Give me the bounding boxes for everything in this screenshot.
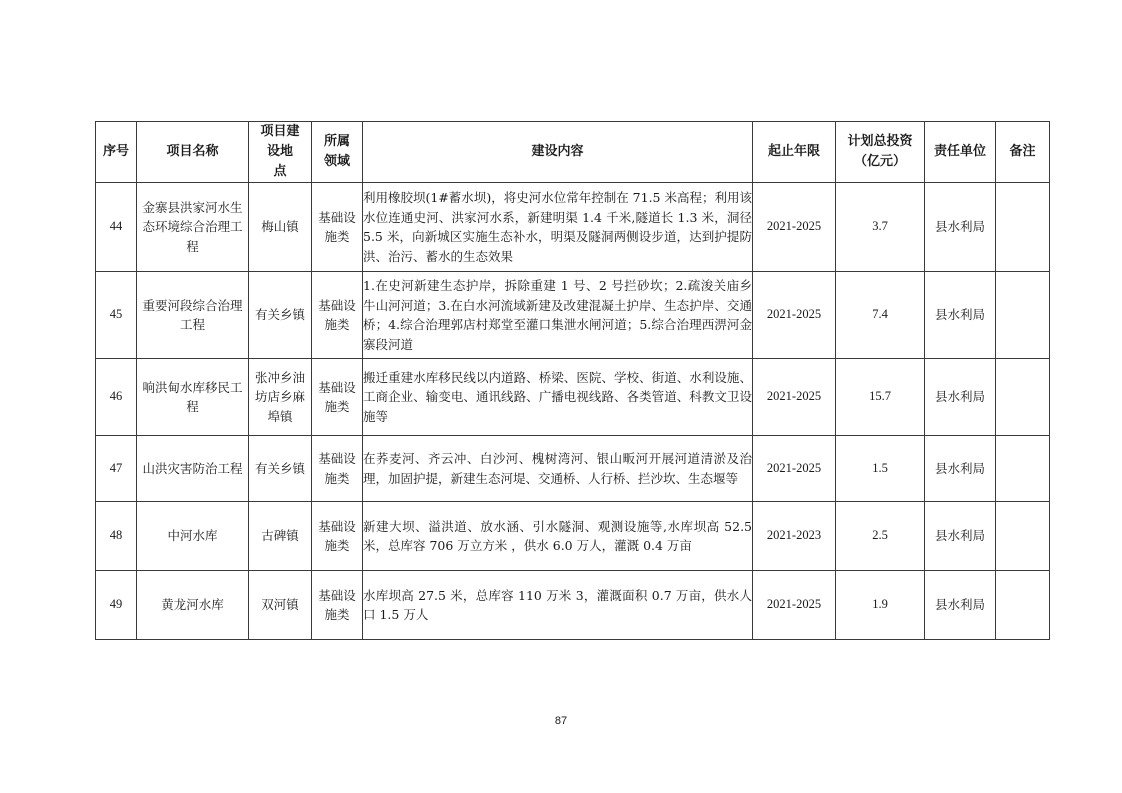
cell-remarks xyxy=(996,571,1050,640)
cell-content: 水库坝高 27.5 米，总库容 110 万米 3，灌溉面积 0.7 万亩，供水人口 1.5 万人 xyxy=(363,571,753,640)
cell-remarks xyxy=(996,183,1050,272)
cell-investment: 15.7 xyxy=(836,359,925,436)
cell-name: 响洪甸水库移民工程 xyxy=(137,359,249,436)
cell-investment: 1.5 xyxy=(836,436,925,502)
header-row xyxy=(96,122,1050,183)
cell-seq: 48 xyxy=(96,502,137,571)
cell-field: 基础设施类 xyxy=(312,359,363,436)
cell-field: 基础设施类 xyxy=(312,571,363,640)
cell-unit: 县水利局 xyxy=(925,436,996,502)
cell-content: 新建大坝、溢洪道、放水涵、引水隧洞、观测设施等,水库坝高 52.5米，总库容 706 万立方米 ，供水 6.0 万人，灌溉 0.4 万亩 xyxy=(363,502,753,571)
cell-period: 2021-2025 xyxy=(753,183,836,272)
cell-remarks xyxy=(996,272,1050,359)
cell-remarks xyxy=(996,359,1050,436)
cell-location: 有关乡镇 xyxy=(249,272,312,359)
cell-unit: 县水利局 xyxy=(925,359,996,436)
header-seq: 序号 xyxy=(96,122,137,183)
cell-seq: 46 xyxy=(96,359,137,436)
cell-period: 2021-2025 xyxy=(753,436,836,502)
cell-name: 黄龙河水库 xyxy=(137,571,249,640)
cell-unit: 县水利局 xyxy=(925,502,996,571)
header-location: 项目建设地 点 xyxy=(249,122,312,183)
cell-field: 基础设施类 xyxy=(312,272,363,359)
cell-seq: 45 xyxy=(96,272,137,359)
cell-field: 基础设施类 xyxy=(312,436,363,502)
cell-investment: 3.7 xyxy=(836,183,925,272)
cell-content: 1.在史河新建生态护岸，拆除重建 1 号、2 号拦砂坎；2.疏浚关庙乡牛山河河道；3.在白水河流域新建及改建混凝土护岸、生态护岸、交通桥；4.综合治理郭店村郑堂至灌口集泄水闸河道；5.综合治理西淠河金寨段河道 xyxy=(363,272,753,359)
header-remarks: 备注 xyxy=(996,122,1050,183)
cell-location: 古碑镇 xyxy=(249,502,312,571)
cell-field: 基础设施类 xyxy=(312,183,363,272)
cell-content: 利用橡胶坝(1#蓄水坝)，将史河水位常年控制在 71.5 米高程；利用该水位连通史河、洪家河水系，新建明渠 1.4 千米,隧道长 1.3 米，洞径 5.5 米，向新城区实施生态补水，明渠及隧洞两侧设步道，达到护提防洪、治污、蓄水的生态效果 xyxy=(363,183,753,272)
table-row xyxy=(96,359,1050,436)
cell-unit: 县水利局 xyxy=(925,272,996,359)
cell-location: 双河镇 xyxy=(249,571,312,640)
cell-period: 2021-2023 xyxy=(753,502,836,571)
cell-investment: 7.4 xyxy=(836,272,925,359)
cell-location: 梅山镇 xyxy=(249,183,312,272)
cell-period: 2021-2025 xyxy=(753,272,836,359)
header-unit: 责任单位 xyxy=(925,122,996,183)
cell-name: 金寨县洪家河水生态环境综合治理工程 xyxy=(137,183,249,272)
page-number: 87 xyxy=(554,715,568,727)
cell-unit: 县水利局 xyxy=(925,571,996,640)
cell-field: 基础设施类 xyxy=(312,502,363,571)
cell-seq: 44 xyxy=(96,183,137,272)
cell-investment: 2.5 xyxy=(836,502,925,571)
cell-name: 山洪灾害防治工程 xyxy=(137,436,249,502)
header-content: 建设内容 xyxy=(363,122,753,183)
cell-period: 2021-2025 xyxy=(753,359,836,436)
table-row xyxy=(96,183,1050,272)
cell-investment: 1.9 xyxy=(836,571,925,640)
cell-content: 搬迁重建水库移民线以内道路、桥梁、医院、学校、街道、水利设施、工商企业、输变电、通讯线路、广播电视线路、各类管道、科教文卫设施等 xyxy=(363,359,753,436)
table-row xyxy=(96,502,1050,571)
table-row xyxy=(96,272,1050,359)
cell-name: 中河水库 xyxy=(137,502,249,571)
cell-unit: 县水利局 xyxy=(925,183,996,272)
cell-remarks xyxy=(996,436,1050,502)
header-investment: 计划总投资（亿元） xyxy=(836,122,925,183)
table-row xyxy=(96,436,1050,502)
cell-seq: 47 xyxy=(96,436,137,502)
header-period: 起止年限 xyxy=(753,122,836,183)
header-name: 项目名称 xyxy=(137,122,249,183)
project-table xyxy=(95,121,1050,640)
cell-location: 有关乡镇 xyxy=(249,436,312,502)
cell-remarks xyxy=(996,502,1050,571)
cell-content: 在荞麦河、齐云冲、白沙河、槐树湾河、银山畈河开展河道清淤及治理，加固护提，新建生态河堤、交通桥、人行桥、拦沙坎、生态堰等 xyxy=(363,436,753,502)
header-field: 所属领域 xyxy=(312,122,363,183)
table-row xyxy=(96,571,1050,640)
cell-name: 重要河段综合治理工程 xyxy=(137,272,249,359)
cell-seq: 49 xyxy=(96,571,137,640)
cell-period: 2021-2025 xyxy=(753,571,836,640)
cell-location: 张冲乡油坊店乡麻埠镇 xyxy=(249,359,312,436)
